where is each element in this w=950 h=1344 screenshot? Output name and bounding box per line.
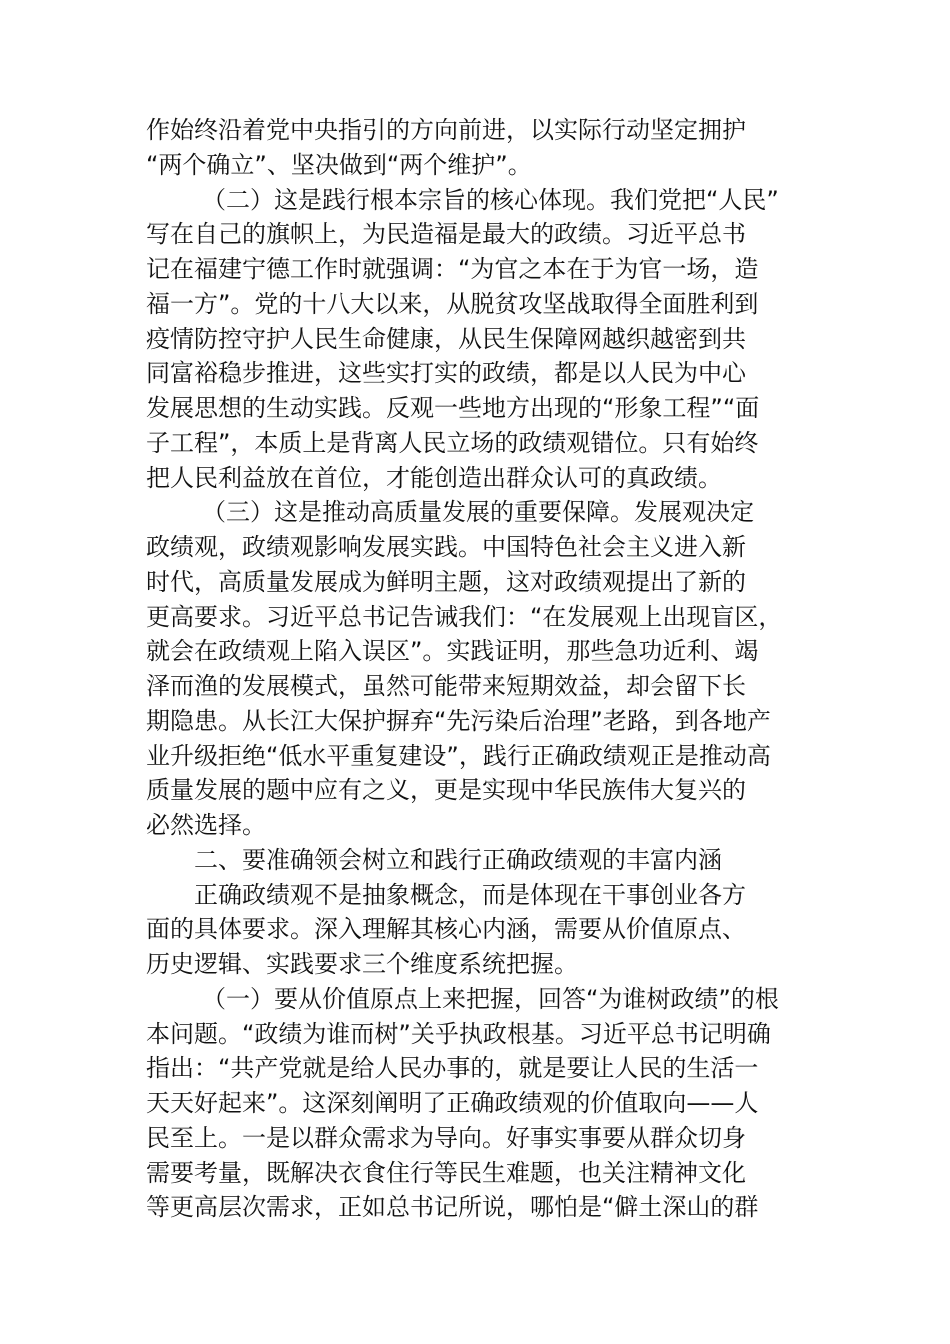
paragraph-start: （二）这是践行根本宗旨的核心体现。我们党把“人民”	[202, 185, 779, 214]
text-line: 子工程”，本质上是背离人民立场的政绩观错位。只有始终	[146, 428, 759, 457]
text-line: 历史逻辑、实践要求三个维度系统把握。	[146, 950, 578, 978]
text-line: 业升级拒绝“低水平重复建设”，践行正确政绩观正是推动高	[146, 741, 771, 770]
text-line: 记在福建宁德工作时就强调：“为官之本在于为官一场，造	[146, 255, 759, 283]
paragraph-start: （三）这是推动高质量发展的重要保障。发展观决定	[202, 498, 754, 527]
text-line: “两个确立”、坚决做到“两个维护”。	[146, 150, 532, 179]
paragraph-start: 正确政绩观不是抽象概念，而是体现在干事创业各方	[194, 880, 746, 909]
text-line: 泽而渔的发展模式，虽然可能带来短期效益，却会留下长	[146, 672, 746, 700]
text-line: 民至上。一是以群众需求为导向。好事实事要从群众切身	[146, 1123, 746, 1152]
text-line: 把人民利益放在首位，才能创造出群众认可的真政绩。	[146, 463, 722, 492]
text-line: 疫情防控守护人民生命健康，从民生保障网越织越密到共	[146, 324, 746, 353]
text-line: 时代，高质量发展成为鲜明主题，这对政绩观提出了新的	[146, 567, 746, 596]
body-text	[146, 113, 816, 1225]
text-line: 写在自己的旗帜上，为民造福是最大的政绩。习近平总书	[146, 220, 746, 249]
text-line: 质量发展的题中应有之义，更是实现中华民族伟大复兴的	[146, 776, 746, 805]
text-line: 等更高层次需求，正如总书记所说，哪怕是“僻土深山的群	[146, 1193, 759, 1222]
text-line: 福一方”。党的十八大以来，从脱贫攻坚战取得全面胜利到	[146, 289, 759, 318]
text-line: 需要考量，既解决衣食住行等民生难题，也关注精神文化	[146, 1158, 746, 1187]
text-line: 更高要求。习近平总书记告诫我们：“在发展观上出现盲区，	[146, 602, 783, 631]
text-line: 同富裕稳步推进，这些实打实的政绩，都是以人民为中心	[146, 359, 746, 388]
text-line: 指出：“共产党就是给人民办事的，就是要让人民的生活一	[146, 1054, 759, 1083]
text-line: 本问题。“政绩为谁而树”关乎执政根基。习近平总书记明确	[146, 1019, 771, 1048]
text-line: 作始终沿着党中央指引的方向前进，以实际行动坚定拥护	[146, 116, 746, 144]
section-heading: 二、要准确领会树立和践行正确政绩观的丰富内涵	[194, 845, 722, 874]
paragraph-start: （一）要从价值原点上来把握，回答“为谁树政绩”的根	[202, 984, 779, 1013]
text-line: 面的具体要求。深入理解其核心内涵，需要从价值原点、	[146, 915, 746, 944]
text-line: 政绩观，政绩观影响发展实践。中国特色社会主义进入新	[146, 533, 746, 561]
text-line: 就会在政绩观上陷入误区”。实践证明，那些急功近利、竭	[146, 637, 759, 666]
text-line: 期隐患。从长江大保护摒弃“先污染后治理”老路，到各地产	[146, 706, 771, 735]
text-line: 必然选择。	[146, 811, 266, 839]
text-line: 发展思想的生动实践。反观一些地方出现的“形象工程”“面	[146, 394, 760, 422]
text-line: 天天好起来”。这深刻阐明了正确政绩观的价值取向——人	[146, 1089, 759, 1117]
